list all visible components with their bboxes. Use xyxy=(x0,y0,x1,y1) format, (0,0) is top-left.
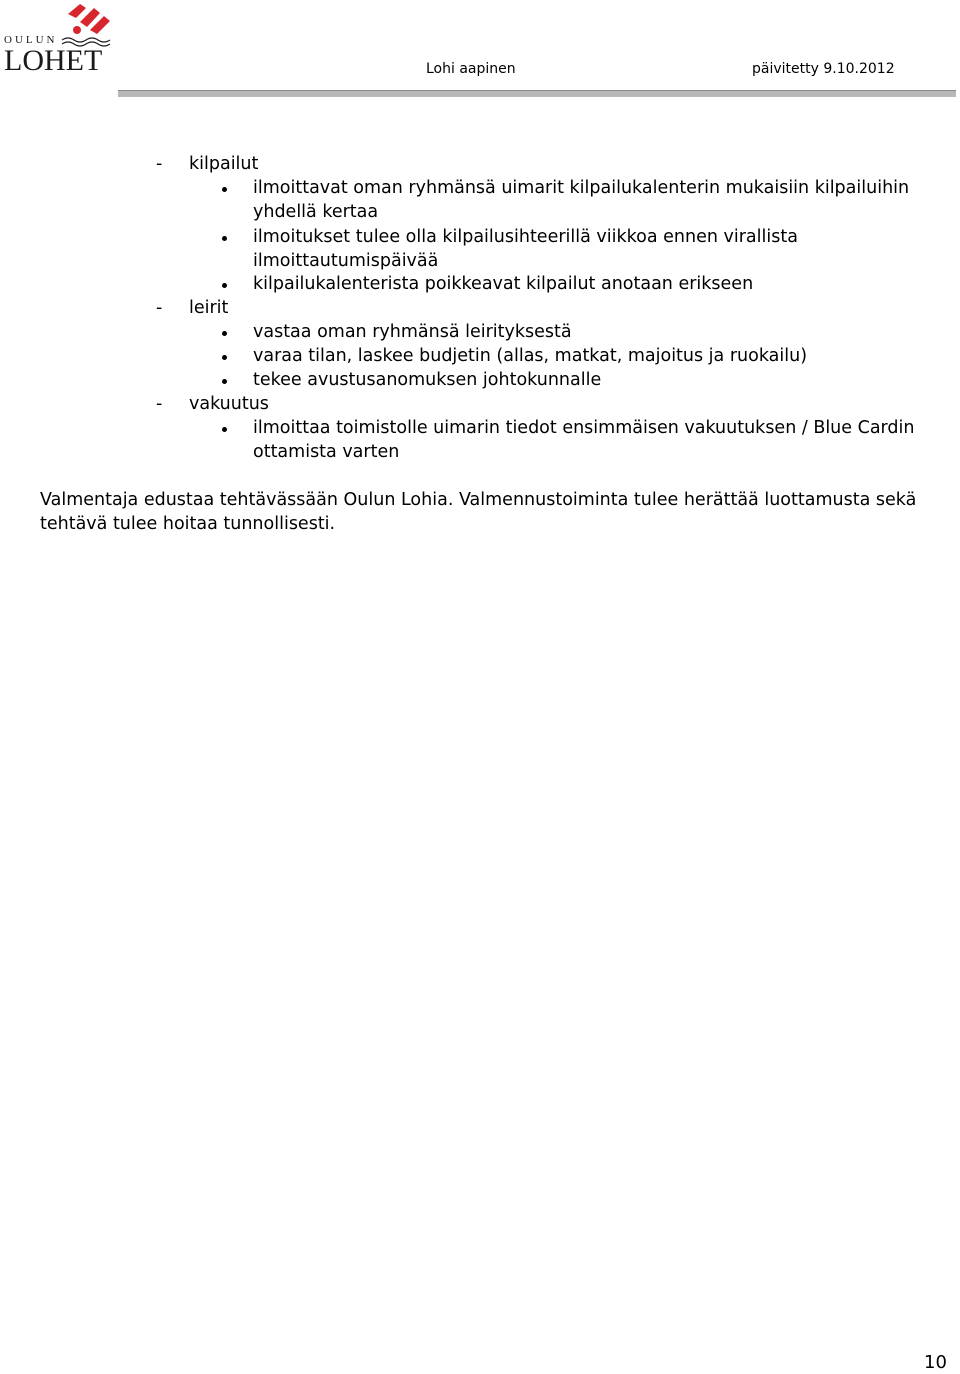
bullet-icon xyxy=(222,331,227,336)
closing-paragraph: Valmentaja edustaa tehtävässään Oulun Lohia. Valmennustoiminta tulee herättää luottamusta sekä tehtävä tulee hoitaa tunnollisesti. xyxy=(40,490,917,534)
dash-marker: - xyxy=(156,394,163,414)
dash-marker: - xyxy=(156,298,163,318)
bullet-icon xyxy=(222,355,227,360)
section-vakuutus xyxy=(156,392,269,416)
list-item-text: tekee avustusanomuksen johtokunnalle xyxy=(253,370,602,390)
list-item xyxy=(222,320,937,344)
list-item-text: ilmoittavat oman ryhmänsä uimarit kilpailukalenterin mukaisiin kilpailuihin yhdellä kertaa xyxy=(253,178,910,222)
list-item-text: varaa tilan, laskee budjetin (allas, matkat, majoitus ja ruokailu) xyxy=(253,346,808,366)
dash-marker: - xyxy=(156,154,163,174)
section-label: vakuutus xyxy=(189,394,269,414)
section-leirit xyxy=(156,296,228,320)
list-item xyxy=(222,272,937,296)
section-kilpailut xyxy=(156,152,258,176)
logo-top-text: OULUN xyxy=(4,34,58,46)
list-item-text: vastaa oman ryhmänsä leirityksestä xyxy=(253,322,572,342)
list-item-text: kilpailukalenterista poikkeavat kilpailut anotaan erikseen xyxy=(253,274,754,294)
header-rule xyxy=(118,90,956,97)
list-item xyxy=(222,176,937,224)
section-label: leirit xyxy=(189,298,229,318)
oulun-lohet-logo xyxy=(0,0,120,80)
list-item xyxy=(222,416,937,464)
bullet-icon xyxy=(222,283,227,288)
list-item xyxy=(222,225,937,273)
page-number: 10 xyxy=(924,1352,947,1373)
list-item xyxy=(222,344,937,368)
list-item-text: ilmoitukset tulee olla kilpailusihteerillä viikkoa ennen virallista ilmoittautumispäivää xyxy=(253,227,798,271)
section-label: kilpailut xyxy=(189,154,259,174)
bullet-icon xyxy=(222,427,227,432)
list-item-text: ilmoittaa toimistolle uimarin tiedot ensimmäisen vakuutuksen / Blue Cardin ottamista varten xyxy=(253,418,915,462)
list-item xyxy=(222,368,937,392)
bullet-icon xyxy=(222,236,227,241)
updated-date: päivitetty 9.10.2012 xyxy=(752,61,895,77)
logo-word-text: LOHET xyxy=(4,44,103,77)
bullet-icon xyxy=(222,379,227,384)
bullet-icon xyxy=(222,187,227,192)
document-title: Lohi aapinen xyxy=(426,61,516,77)
